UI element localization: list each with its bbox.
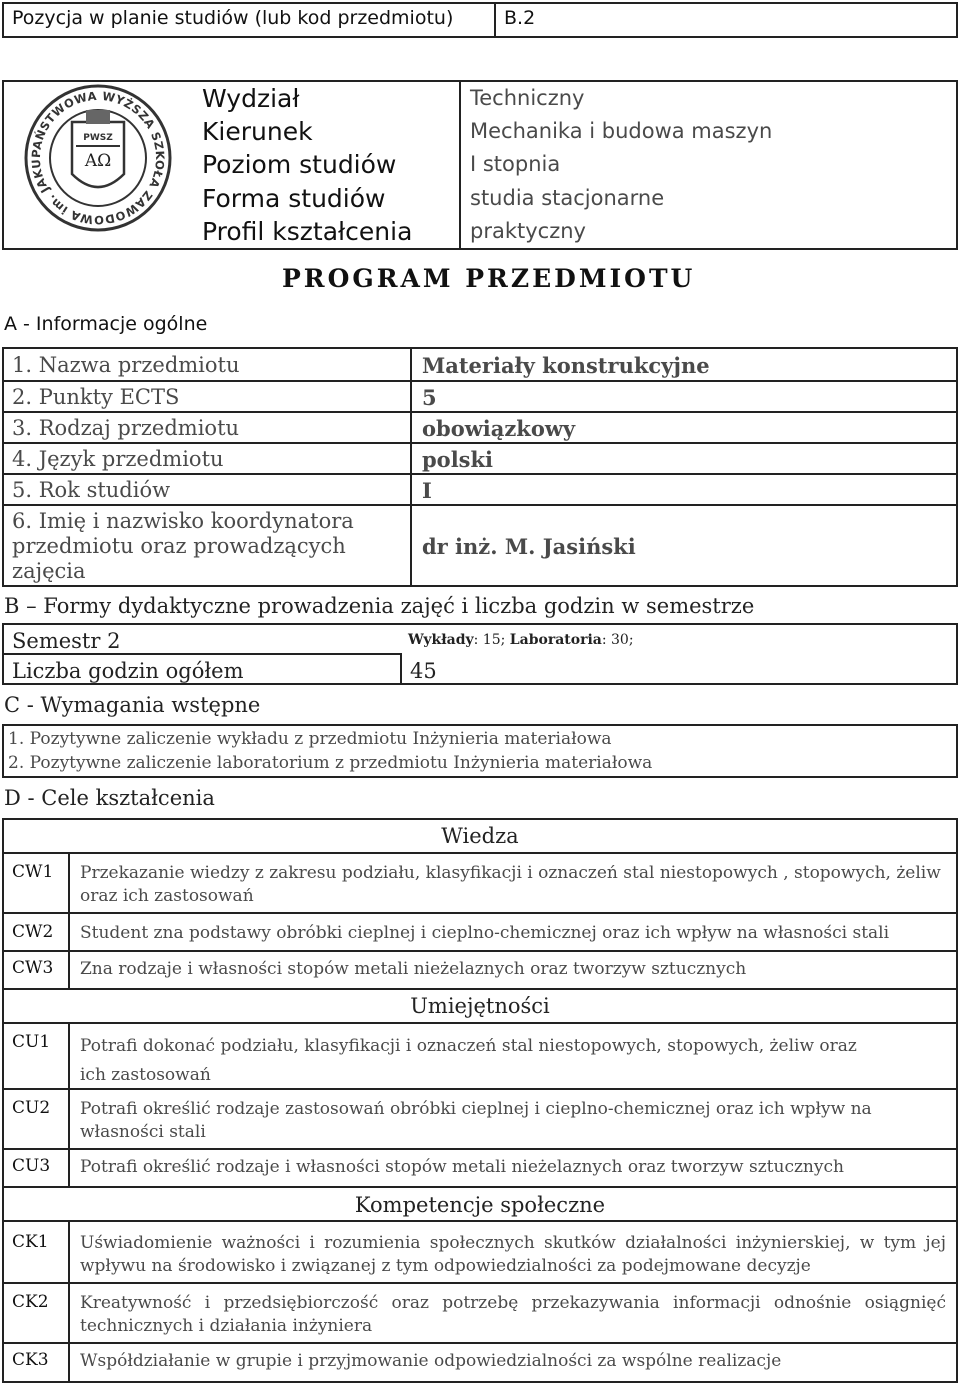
section-a-row-line-3 (2, 442, 958, 444)
heading-skills: Umiejętności (410, 994, 550, 1018)
info-value-name: Materiały konstrukcyjne (422, 353, 710, 378)
goal-text-ck3: Współdziałanie w grupie i przyjmowanie odpowiedzialności za wspólne realizacje (80, 1351, 782, 1371)
goal-text-cw3: Zna rodzaje i własności stopów metali nieżelaznych oraz tworzyw sztucznych (80, 959, 747, 979)
lecture-hours: : 15; (473, 632, 506, 648)
info-label-ects: 2. Punkty ECTS (12, 385, 180, 409)
section-c-title: C - Wymagania wstępne (4, 693, 261, 717)
total-hours-label: Liczba godzin ogółem (12, 659, 244, 683)
logo-letters: AΩ (84, 151, 112, 171)
goal-text-cw1: Przekazanie wiedzy z zakresu podziału, klasyfikacji i oznaczeń stal niestopowych , stopowych, żeliw oraz ich zastosowań (80, 863, 941, 906)
info-label-name: 1. Nazwa przedmiotu (12, 353, 240, 377)
university-logo (22, 82, 174, 234)
header-value-level: I stopnia (470, 152, 561, 176)
goal-code-ck3: CK3 (12, 1350, 49, 1370)
goal-text-ck2: Kreatywność i przedsiębiorczość oraz potrzebę przekazywania informacji odnośnie osiągnięć technicznych i działania inżyniera (80, 1293, 946, 1336)
goal-code-cw3: CW3 (12, 958, 54, 978)
goals-divider-3 (68, 1220, 70, 1383)
goals-line-cw2 (2, 950, 958, 952)
header-value-course: Mechanika i budowa maszyn (470, 119, 773, 143)
header-label-faculty: Wydział (202, 84, 300, 113)
section-b-title: B – Formy dydaktyczne prowadzenia zajęć i liczba godzin w semestrze (4, 594, 755, 618)
header-value-faculty: Techniczny (470, 86, 585, 110)
info-label-year: 5. Rok studiów (12, 478, 171, 502)
goals-line-skills (2, 1022, 958, 1024)
goals-line-cu3 (2, 1186, 958, 1188)
goal-code-cu3: CU3 (12, 1156, 51, 1176)
info-value-year: I (422, 478, 432, 503)
info-label-language: 4. Język przedmiotu (12, 447, 224, 471)
header-label-profile: Profil kształcenia (202, 217, 413, 246)
hours-breakdown (408, 632, 634, 648)
position-label: Pozycja w planie studiów (lub kod przedmiotu) (12, 7, 454, 29)
requirement-item-1: 1. Pozytywne zaliczenie wykładu z przedmiotu Inżynieria materiałowa (8, 729, 612, 749)
header-label-form: Forma studiów (202, 184, 386, 213)
heading-knowledge: Wiedza (441, 824, 519, 848)
program-title: PROGRAM PRZEDMIOTU (282, 264, 696, 293)
goal-code-cu1: CU1 (12, 1032, 51, 1052)
semester-label: Semestr 2 (12, 629, 121, 653)
header-divider (459, 80, 461, 250)
goal-code-cu2: CU2 (12, 1098, 51, 1118)
info-value-ects: 5 (422, 385, 437, 410)
section-d-title: D - Cele kształcenia (4, 786, 215, 810)
info-value-language: polski (422, 447, 494, 472)
goal-code-cw2: CW2 (12, 922, 54, 942)
goal-code-ck1: CK1 (12, 1232, 49, 1252)
section-b-divider (400, 653, 402, 685)
lab-hours: : 30; (601, 632, 634, 648)
goals-line-ck1 (2, 1282, 958, 1284)
goal-code-ck2: CK2 (12, 1292, 49, 1312)
section-a-row-line-1 (2, 380, 958, 382)
section-a-row-line-2 (2, 411, 958, 413)
header-label-course: Kierunek (202, 117, 313, 146)
logo-shield-text: PWSZ (83, 133, 113, 143)
goals-line-cw1 (2, 912, 958, 914)
goal-text-ck1: Uświadomienie ważności i rozumienia społecznych skutków działalności inżynierskiej, w tym jej wpływu na środowisko i związanej z tym odpowiedzialności za podejmowane decyzje (80, 1233, 946, 1276)
section-a-title: A - Informacje ogólne (4, 313, 208, 335)
lecture-label: Wykłady (408, 632, 474, 648)
goals-line-after-knowledge (2, 852, 958, 854)
section-a-divider (410, 347, 412, 587)
info-label-type: 3. Rodzaj przedmiotu (12, 416, 240, 440)
position-code: B.2 (504, 7, 536, 29)
goal-text-cu2: Potrafi określić rodzaje zastosowań obróbki cieplnej i cieplno-chemicznej oraz ich wpływ na własności stali (80, 1099, 872, 1142)
info-label-coordinator: 6. Imię i nazwisko koordynatora przedmiotu oraz prowadzących zajęcia (12, 509, 354, 583)
lab-label: Laboratoria (509, 632, 602, 648)
goal-text-cw2: Student zna podstawy obróbki cieplnej i cieplno-chemicznej oraz ich wpływ na własności stali (80, 923, 890, 943)
goals-divider-2 (68, 1022, 70, 1186)
requirement-item-2: 2. Pozytywne zaliczenie laboratorium z przedmiotu Inżynieria materiałowa (8, 753, 653, 773)
section-a-row-line-5 (2, 504, 958, 506)
position-divider (494, 2, 496, 38)
section-a-row-line-4 (2, 473, 958, 475)
goal-text-cu1: Potrafi dokonać podziału, klasyfikacji i oznaczeń stal niestopowych, stopowych, żeliw oraz ich zastosowań (80, 1036, 857, 1085)
goal-code-cw1: CW1 (12, 862, 54, 882)
goals-line-social (2, 1220, 958, 1222)
goals-line-ck2 (2, 1342, 958, 1344)
section-b-row-line (2, 653, 402, 655)
goals-line-cw3 (2, 988, 958, 990)
goal-text-cu3: Potrafi określić rodzaje i własności stopów metali nieżelaznych oraz tworzyw sztucznych (80, 1157, 844, 1177)
goals-divider-1 (68, 852, 70, 988)
header-value-form: studia stacjonarne (470, 186, 665, 210)
heading-social: Kompetencje społeczne (354, 1193, 606, 1217)
total-hours-value: 45 (410, 659, 437, 683)
info-value-coordinator: dr inż. M. Jasiński (422, 534, 636, 559)
header-label-level: Poziom studiów (202, 150, 397, 179)
goals-line-cu2 (2, 1148, 958, 1150)
info-value-type: obowiązkowy (422, 416, 576, 441)
header-value-profile: praktyczny (470, 219, 586, 243)
logo-ring-text: PAŃSTWOWA WYŻSZA SZKOŁA ZAWODOWA im. JAKU (28, 88, 168, 228)
